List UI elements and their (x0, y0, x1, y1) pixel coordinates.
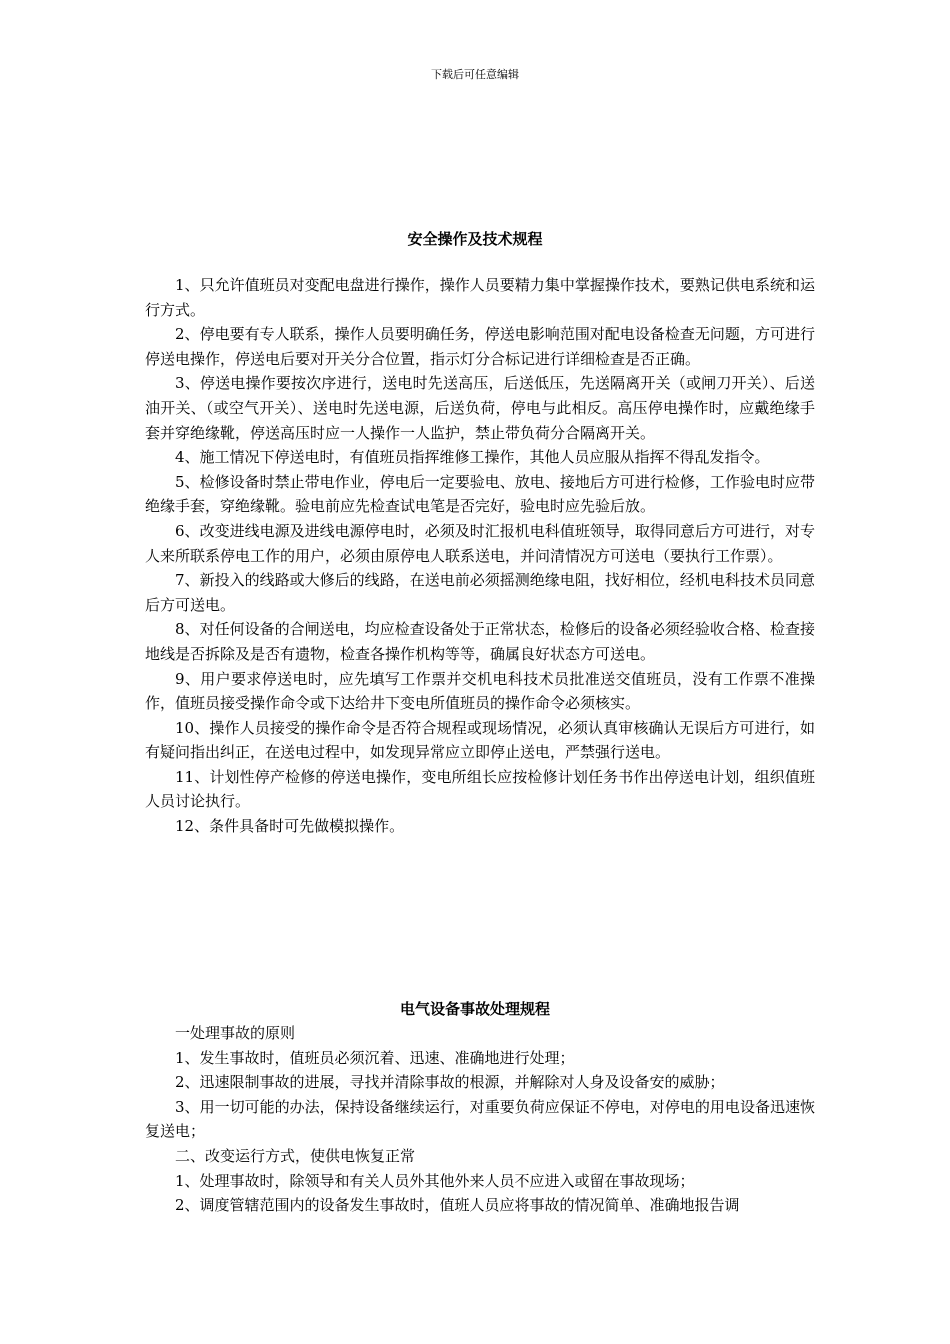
rule-paragraph: 1、发生事故时，值班员必须沉着、迅速、准确地进行处理； (175, 1048, 575, 1067)
rule-paragraph: 1、只允许值班员对变配电盘进行操作，操作人员要精力集中掌握操作技术，要熟记供电系统和运行方式。 (145, 276, 815, 319)
rule-paragraph: 一处理事故的原则 (175, 1024, 296, 1042)
rule-paragraph: 2、停电要有专人联系，操作人员要明确任务，停送电影响范围对配电设备检查无问题，方可进行停送电操作，停送电后要对开关分合位置，指示灯分合标记进行详细检查是否正确。 (145, 325, 815, 368)
rule-paragraph: 4、施工情况下停送电时，有值班员指挥维修工操作，其他人员应服从指挥不得乱发指令。 (175, 448, 770, 467)
rule-paragraph: 5、检修设备时禁止带电作业，停电后一定要验电、放电、接地后方可进行检修，工作验电时应带绝缘手套，穿绝缘靴。验电前应先检查试电笔是否完好，验电时应先验后放。 (145, 472, 815, 516)
rule-paragraph: 12、条件具备时可先做模拟操作。 (175, 817, 405, 836)
rule-paragraph: 3、停送电操作要按次序进行，送电时先送高压，后送低压，先送隔离开关（或闸刀开关）、后送油开关、（或空气开关）、送电时先送电源，后送负荷，停电与此相反。高压停电操作时，应戴绝缘手套并穿绝缘靴，停送高压时应一人操作一人监护，禁止带负荷分合隔离开关。 (145, 374, 815, 442)
rule-paragraph: 8、对任何设备的合闸送电，均应检查设备处于正常状态，检修后的设备必须经验收合格、检查接地线是否拆除及是否有遗物，检查各操作机构等等，确属良好状态方可送电。 (145, 620, 815, 663)
rule-paragraph: 2、迅速限制事故的进展，寻找并清除事故的根源，并解除对人身及设备安的威胁； (175, 1073, 725, 1092)
rule-paragraph: 7、新投入的线路或大修后的线路，在送电前必须摇测绝缘电阻，找好相位，经机电科技术员同意后方可送电。 (145, 571, 815, 614)
rule-paragraph: 1、处理事故时，除领导和有关人员外其他外来人员不应进入或留在事故现场； (175, 1171, 695, 1190)
rule-paragraph: 3、用一切可能的办法，保持设备继续运行，对重要负荷应保证不停电，对停电的用电设备迅速恢复送电； (145, 1097, 815, 1141)
section-title-safety: 安全操作及技术规程 (407, 230, 543, 248)
rule-paragraph: 11、计划性停产检修的停送电操作，变电所组长应按检修计划任务书作出停送电计划，组织值班人员讨论执行。 (145, 767, 815, 811)
rule-paragraph: 二、改变运行方式，使供电恢复正常 (175, 1146, 416, 1165)
rule-paragraph: 6、改变进线电源及进线电源停电时，必须及时汇报机电科值班领导，取得同意后方可进行，对专人来所联系停电工作的用户，必须由原停电人联系送电，并问清情况方可送电（要执行工作票）。 (145, 521, 815, 565)
rule-paragraph: 10、操作人员接受的操作命令是否符合规程或现场情况，必须认真审核确认无误后方可进行，如有疑问指出纠正，在送电过程中，如发现异常应立即停止送电，严禁强行送电。 (145, 718, 815, 762)
rule-paragraph: 9、用户要求停送电时，应先填写工作票并交机电科技术员批准送交值班员，没有工作票不准操作，值班员接受操作命令或下达给井下变电所值班员的操作命令必须核实。 (145, 669, 815, 713)
section-title-accident: 电气设备事故处理规程 (399, 1000, 550, 1018)
section-body-accident (145, 1021, 815, 1218)
header-note: 下载后可任意编辑 (431, 68, 519, 81)
section-body-safety (145, 273, 815, 839)
rule-paragraph: 2、调度管辖范围内的设备发生事故时，值班人员应将事故的情况简单、准确地报告调 (175, 1196, 740, 1215)
